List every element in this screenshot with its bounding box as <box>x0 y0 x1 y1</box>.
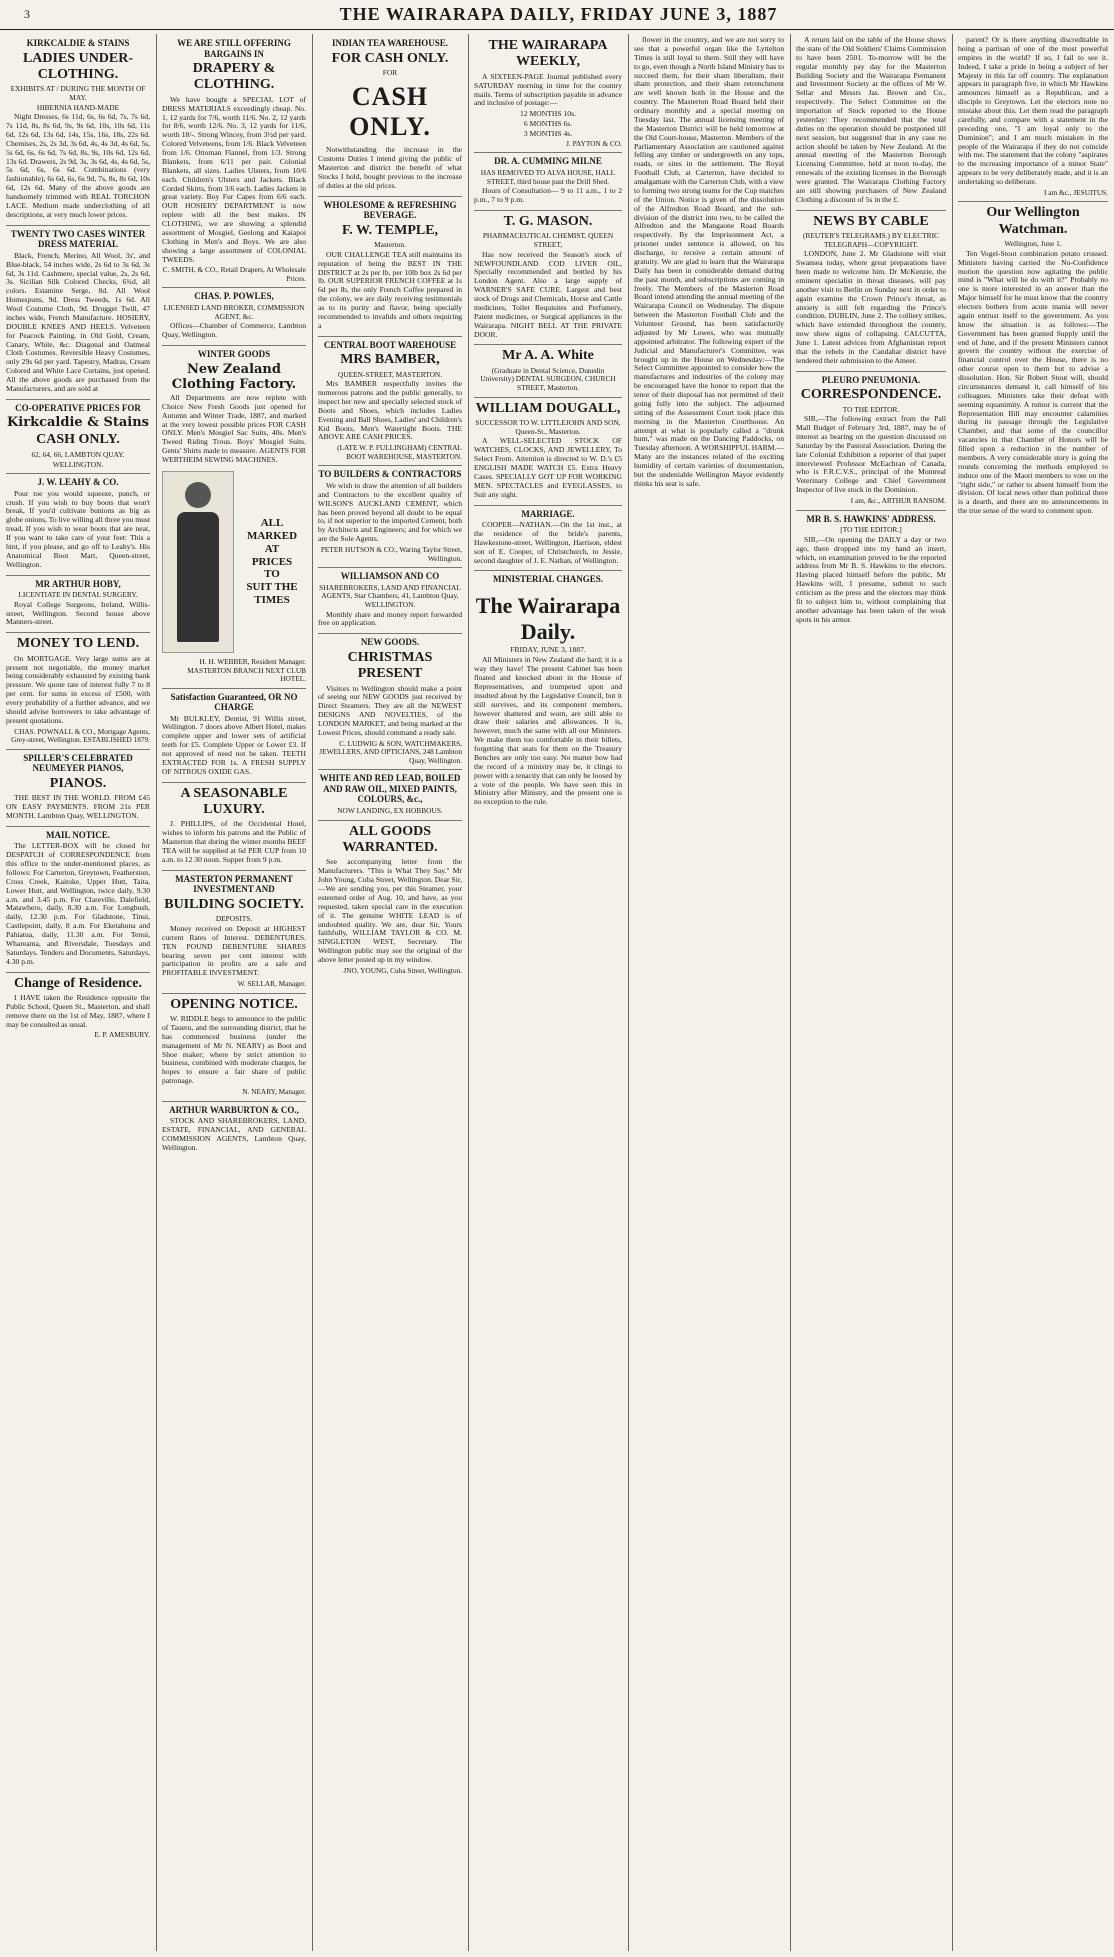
gentleman-illustration <box>162 471 234 653</box>
body-text: Money received on Deposit at HIGHEST current Rates of Interest. DEBENTURES. TEN POUND DEBENTURE SHARES bearing seven per cent interest with participation in profits are a safe and PROFITABLE INVESTMENT. <box>162 923 306 978</box>
advertisement <box>162 997 306 1102</box>
subscription-line: 3 MONTHS 4s. <box>523 129 573 138</box>
block-heading: MR B. S. HAWKINS' ADDRESS. <box>806 513 936 524</box>
signature: W. SELLAR, Manager. <box>237 979 306 989</box>
sub-heading: DEPOSITS. <box>215 914 253 924</box>
side-slogan: AT <box>264 542 280 555</box>
signature: (LATE W. P. FULLINGHAM) CENTRAL BOOT WAREHOUSE, MASTERTON. <box>337 443 462 461</box>
signature: CHAS. POWNALL & CO., Mortgage Agents, Grey-street, Wellington. ESTABLISHED 1879. <box>11 726 150 745</box>
sub-heading: QUEEN-STREET, MASTERTON. <box>337 369 443 379</box>
sub-heading: LICENSED LAND BROKER, COMMISSION AGENT, &c. <box>163 302 305 321</box>
advertisement <box>318 637 462 770</box>
advertisement <box>6 38 150 226</box>
advertisement <box>474 348 622 397</box>
body-text: LONDON, June 2. Mr Gladstone will visit Swansea today, where great preparations have been made to welcome him. Dr McKenzie, the eminent specialist in throat diseases, will pay another visit to Berlin on Sunday next in order to again examine the Crown Prince's throat, as anxiety is still felt regarding the Prince's condition. DUBLIN, June 2. The colliery strikes, which have extended throughout the country, now show signs of collapsing. CALCUTTA, June 1. Latest advices from Afghanistan report that the rebels in the Candahar district have tendered their submission to the Ameer. <box>796 249 946 365</box>
body-text: All Departments are now replete with Choice New Fresh Goods just opened for Autumn and Winter Trade, 1887, and marked at the very lowest possible prices FOR CASH ONLY. Men's Mosgiel Sac Suits, 40s. Men's Tweed Riding Trous. Boys' Mosgiel Suits. Gents' Shirts made to measure. AGENTS FOR WERTHEIM SEWING MACHINES. <box>162 392 306 465</box>
sub-heading: Wellington, June 1. <box>1004 239 1062 249</box>
sub-heading: WELLINGTON. <box>52 459 104 469</box>
article <box>796 514 946 630</box>
advertisement <box>162 291 306 346</box>
body-text: A return laid on the table of the House shows the state of the Old Soldiers' Claims Commission to have been 2501. To-morrow will be the regular monthly pay day for the Masterton Building Society and the Wairarapa Permanent and Investment Society at the offices of Mr W. Sellar and Messrs Jas. Brown and Co., respectively. The Select Committee on the importation of Stock reported to the House yesterday: They recommended that the total duties on the operation should be postponed till next session, but suggested that in any case no action should be taken by New Zealand. At the annual meeting of the Masterton Borough Licensing Committee, held at noon to-day, the renewals of the existing licenses in the Borough were granted. The Wairarapa Clothing Factory are still showing purchasers of New Zealand Clothing a discount of 5s in the £. <box>796 35 946 204</box>
sub-heading: LICENTIATE IN DENTAL SURGERY. <box>18 590 138 600</box>
advertisement <box>474 401 622 506</box>
column-1 <box>2 34 154 1951</box>
advertisement <box>318 200 462 337</box>
side-slogan: PRICES <box>251 555 293 568</box>
display-heading: CORRESPONDENCE. <box>800 387 942 403</box>
body-text: See accompanying letter from the Manufacturers. "This is What They Say." Mr John Young, Cuba Street, Wellington. Dear Sir,—We are sending you, per this Steamer, your esteemed order of Aug. 10, and have, as you requested, taken special care in the execution of it. The genuine WHITE LEAD is of undoubted quality. We are, dear Sir, Yours faithfully, WILLIAM TAYLOR & CO. M. SINGLETON WEST, Secretary. The Wellington public may see the original of the above letter posted up in my window. <box>318 857 462 965</box>
block-heading: TWENTY TWO CASES WINTER DRESS MATERIAL <box>10 228 146 250</box>
block-heading: MAIL NOTICE. <box>45 829 110 840</box>
article <box>958 36 1108 202</box>
sub-heading: HAS REMOVED TO ALVA HOUSE, HALL STREET, third house past the Drill Shed. <box>480 167 616 186</box>
advertisement <box>162 1105 306 1158</box>
display-heading: NEWS BY CABLE <box>813 213 929 229</box>
body-text: THE BEST IN THE WORLD. FROM £45 ON EASY PAYMENTS. FROM 21s PER MONTH. Lambton Quay, WELLINGTON. <box>6 793 150 820</box>
column-3 <box>314 34 466 1951</box>
block-heading: MASTERTON PERMANENT INVESTMENT AND <box>175 873 293 895</box>
column-4 <box>470 34 626 1951</box>
display-banner: CASH ONLY. <box>349 81 431 141</box>
advertisement <box>474 156 622 211</box>
body-text: SIR,—The following extract from the Pall Mall Budget of February 3rd, 1887, may be of interest as bearing on the question discussed on Saturday by the Pastoral Association. During the late Colonial Exhibition a reporter of that paper interviewed Professor McEachran of Canada, who is F.R.C.V.S., principal of the Montreal Veterinary College and Chief Government Inspector of live stock in the Dominion. <box>796 414 946 495</box>
side-slogan: ALL <box>260 516 284 529</box>
clothing-ad-figure-row <box>162 467 306 657</box>
block-heading: DR. A. CUMMING MILNE <box>494 156 602 167</box>
block-heading: NEW GOODS. <box>360 637 420 648</box>
advertisement <box>6 403 150 474</box>
display-heading: THE WAIRARAPA WEEKLY, <box>488 38 608 70</box>
body-text: Notwithstanding the increase in the Customs Duties I intend giving the public of Masterton and district the benefit of what Stocks I hold, bought previous to the increase of duties at the old prices. <box>318 145 462 190</box>
body-text: Visitors to Wellington should make a point of seeing our NEW GOODS just received by Direct Steamers. They are all the NEWEST DESIGNS AND NOVELTIES, of the LONDON MARKET, and being marked at the Lowest Prices, should command a ready sale. <box>318 683 462 737</box>
body-text: Hours of Consultation— 9 to 11 a.m., 1 to 2 p.m., 7 to 9 p.m. <box>474 186 622 205</box>
article <box>634 36 784 494</box>
sub-heading: [TO THE EDITOR.] <box>840 525 902 535</box>
masthead <box>0 0 1114 30</box>
newspaper-title: THE WAIRARAPA DAILY, FRIDAY JUNE 3, 1887 <box>339 4 778 24</box>
display-heading: WILLIAM DOUGALL, <box>475 400 621 416</box>
sub-heading: SUCCESSOR TO W. LITTLEJOHN AND SON, Queen-St., Masterton. <box>475 418 621 436</box>
block-heading: J. W. LEAHY & CO. <box>37 477 119 488</box>
signature: C. LUDWIG & SON, WATCHMAKERS, JEWELLERS, AND OPTICIANS, 248 Lambton Quay, Wellington. <box>319 738 462 765</box>
page-number: 3 <box>24 7 30 21</box>
column-7 <box>954 34 1112 1951</box>
newspaper-masthead: The Wairarapa Daily. <box>475 592 621 644</box>
gothic-heading: New Zealand Clothing Factory. <box>171 361 297 392</box>
body-text: SIR,—On opening the DAILY a day or two ago, there dropped into my hand an insert, which, on examination proved to be the reported address from Mr B. S. Hawkins to the electors. Having placed himself before the public, Mr Hawkins will, I presume, submit to such criticism as the press and the electors may think fit to subject him to, without complaining that another advantage has been taken of the weak spots in his armor. <box>796 534 946 624</box>
body-text: Pour toe you would squeeze, punch, or crush. If you wish to buy boots that won't break, If you'd cultivate bunions as big as globe onions, To live willing all three you must tread, If you wish to wear boots that are neat, If you want to take care of your feet: This a hint, if you please, and go off to Leahy's. His Anatomical Boot Mart, Queen-street, Wellington. <box>6 488 150 569</box>
block-heading: WHOLESOME & REFRESHING BEVERAGE. <box>323 199 457 221</box>
signature: E. P. AMESBURY. <box>94 1030 150 1040</box>
advertisement <box>6 976 150 1044</box>
body-text: We wish to draw the attention of all builders and Contractors to the excellent quality of WILSON'S AUCKLAND CEMENT, which has been proved beyond all doubt to be equal to, if not superior to the imported Cement, both by Architects and Engineers; and for which we are the Sole Agents. <box>318 480 462 544</box>
display-heading: DRAPERY & CLOTHING. <box>192 61 276 93</box>
block-heading: WHITE AND RED LEAD, BOILED AND RAW OIL, MIXED PAINTS, COLOURS, &c., <box>319 773 461 805</box>
column-rule <box>468 34 469 1951</box>
side-slogan: TIMES <box>254 594 290 607</box>
advertisement <box>318 38 462 197</box>
body-text: W. RIDDLE begs to announce to the public of Taueru, and the surrounding district, that he has commenced business (under the management of Mr N. NEARY) as Boot and Shoe maker; where by strict attention to business, combined with moderate charges, he hopes to ensure a fair share of public patronage. <box>162 1014 306 1086</box>
advertisement <box>162 786 306 871</box>
sub-heading: 62, 64, 66, LAMBTON QUAY. <box>31 449 125 459</box>
page-number-right <box>1087 7 1090 22</box>
signature: C. SMITH, & CO., Retail Drapers, At Wholesale Prices. <box>162 265 306 283</box>
advertisement <box>162 349 306 689</box>
block-heading: MR ARTHUR HOBY, <box>35 578 121 589</box>
body-text: parent? Or is there anything discreditable in being a partisan of one of the most powerful empires in the world? If so, I fail to see it. Indeed, I take a pride in being a subject of her Majesty in this far off country. The explanation appears in paragraph five, in which Mr Hawkins announces himself as a Republican, and a disciple to Greytown. Let the electors note no mistake about this. Let them read the paragraph carefully, and compare with a statement in the preceding one, "I am loyal only to the Dominion"; and I am much mistaken in the people of the Wairarapa if they do not coincide with me. The statement that the colony "aspirates to the increasing importance of a minor State" appears to be very deliberately made, and it is an undertaking so deliberate. <box>958 35 1108 186</box>
block-heading: WILLIAMSON AND CO <box>340 571 440 582</box>
block-heading: MINISTERIAL CHANGES. <box>492 574 604 585</box>
sub-heading: (REUTER'S TELEGRAMS.) BY ELECTRIC TELEGRAPH—COPYRIGHT. <box>802 231 939 249</box>
side-slogan: TO <box>264 568 280 581</box>
article <box>796 36 946 211</box>
body-text: All Ministers in New Zealand die hard; it is a way they have! The present Cabinet has been floated and knocked about in the House of Representatives, and trumpeted upon and insulted about by the Legislative Council, but it still survives, and its component members, however shattered and worn, are still able to draw their salaries and allowances. It is, however, much the same with all our Ministers. We make them too comfortable in their billets, forgetting that seats for them on the Treasury Benches are only too easy. No matter how bad the record of a ministry may be, it clings to power with a tenacity that can only be loosed by a vote of the people. We have seen this in Ministry after Ministry, and the present one is no exception to the rule. <box>474 655 622 807</box>
advertisement <box>6 477 150 575</box>
display-heading: F. W. TEMPLE, <box>341 222 439 238</box>
advertisement <box>318 773 462 820</box>
advertisement <box>162 874 306 994</box>
sub-heading: HIBERNIA HAND-MADE <box>36 102 120 112</box>
block-heading: ARTHUR WARBURTON & CO., <box>169 1104 299 1115</box>
advertisement <box>6 229 150 400</box>
body-text: Has now received the Season's stock of NEWFOUNDLAND COD LIVER OIL, Specially recommended and bottled by his London Agent. Also a large supply of WARNER'S SAFE CURE. Largest and best stock of Drugs and Chemicals, Horse and Cattle medicines, Toilet Requisites and Perfumery, Patent medicines, or Surgical appliances in the Wairarapa. NIGHT BELL AT THE PRIVATE DOOR. <box>474 249 622 339</box>
body-text: OUR CHALLENGE TEA still maintains its reputation of being the BEST IN THE DISTRICT at 2s per lb, per 10lb box 2s 6d per lb. OUR SUPERIOR FRENCH COFFEE at 1s 6d per lb, the only French Coffee prepared in the colony, we are daily receiving testimonials as to its purity and flavor, being specially recommended to invalids and others requiring a <box>318 249 462 330</box>
display-heading: A SEASONABLE LUXURY. <box>180 785 288 818</box>
display-heading: Mr A. A. White <box>502 348 594 364</box>
body-text: Black, French, Merino, All Wool, 3s', and Blue-black, 54 inches wide, 2s 6d to 3s 6d, 3s 6d, 3s 11d. Cashmere, special value, 2s, 2s 6d, 3s. Sicilian Silk Colored Checks, 6¾d, all colors. Estamine Serge, 8d. All Wool Homespuns, 9d. Dress Tweeds, 1s 6d. All Wool Costume Cloth, 9d. Drugget Twill, 47 inches wide, French Manufacture. HOSIERY, DOUBLE KNEES AND HEELS. Velveteen for Peacock Painting, in Old Gold, Cream, Canary, White, &c. Diagonal and Oatmeal Cloth Costumes. Reversible Heavy Costumes, only 29s 6d per yard. Tapestry, Madras, Cream Colored and White Lace Curtains, just opened. All the above goods are purchased from the Manufacturers, and are sold at <box>6 250 150 393</box>
body-text: Ten Vogel-Stout combination potato crossed. Ministers having carried the No-Confidence motion the question now agitating the public mind is "What will he do with it?" Probably no one is more interested in an answer than the Major himself for he must know that the country electors bothers from acute mania will never again entrust itself to the government. As you know the situation is as follows:—The Government has been granted Supply until the end of June, and if the present Ministers cannot govern the country without the exercise of financial control over the House, there is no other course open to them but to advise a dissolution. Hon. Sir Robert Stout will, should circumstances demand it, call himself of his colleagues. Ministers take their defeat with seeming equanimity. A rumor is current that the Representation Bill may encounter calamities during its passage through the Legislative Chamber, and that some of the councillor vacancies in that Chamber of Honors will be filled upon a reduction in the number of members. A very considerable story is going the rounds concerning the methods employed to induce one of the Maori members to vote on the "right side," or rather to absent himself from the division. Of local news other than political there is a dearth, and there are no announcements in the true sense of the word to comment upon. <box>958 248 1108 516</box>
display-heading: MRS BAMBER, <box>340 352 440 368</box>
column-6 <box>792 34 950 1951</box>
signature: JNO. YOUNG, Cuba Street, Wellington. <box>343 965 462 975</box>
signature: I am, &c., ARTHUR RANSOM. <box>850 496 946 506</box>
advertisement <box>474 214 622 345</box>
signature: I am &c., JESUITUS. <box>1043 187 1108 197</box>
display-heading: PIANOS. <box>49 775 107 791</box>
block-heading: CO-OPERATIVE PRICES FOR <box>15 402 141 413</box>
body-text: Royal College Surgeons, Ireland, Willis-street, Wellington. Second house above Manners-street. <box>6 599 150 627</box>
block-heading: MARRIAGE. <box>521 508 575 519</box>
side-slogan: MARKED <box>246 529 298 542</box>
sub-heading: (Graduate in Dental Science, Dunedin University) DENTAL SURGEON, CHURCH STREET, Masterton. <box>480 365 616 393</box>
display-heading: T. G. MASON. <box>503 213 593 229</box>
column-rule <box>156 34 157 1951</box>
side-slogan: SUIT THE <box>246 581 298 594</box>
body-text: On MORTGAGE. Very large sums are at present not negotiable, the money market being considerably exhausted by existing bank pressure. We quote rate of interest fully 7 to 8 per cent. for sums in excess of £500, with every probability of a further advance, and we should advise borrowers to take advantage of present quotations. <box>6 653 150 725</box>
body-text: Night Dresses, 6s 11d, 6s, 6s 6d, 7s, 7s 6d, 7s 11d, 8s, 8s 6d, 9s, 9s 6d, 10s, 10s 6d, 11s 6d, 12s 6d, 13s 6d, 14s, 15s, 16s, 18s, 22s 6d. Chemises, 2s, 2s 3d, 3s 6d, 4s, 4s 3d, 4s 6d, 5s, 5s 6d, 6s, 6s 6d, 7s 6d, 8s, 9s, 10s 6d, 12s 6d, 13s 6d. Drawers, 2s 9d, 3s, 3s 6d, 4s, 4s 6d, 5s, 5s 6d, 6s, 6s 6d. Combinations (very fashionable), 6s 6d, 6s, 6s 9d, 7s, 8s, 8s 6d, 10s 6d, 12s 6d. Many of the above goods are handsomely trimmed with REAL TORCHON LACE. Medium made underclothing of all descriptions, at very much lower prices. <box>6 112 150 219</box>
advertisement <box>6 579 150 634</box>
advertisement <box>474 38 622 153</box>
block-heading: CHAS. P. POWLES, <box>194 291 274 302</box>
column-rule <box>790 34 791 1951</box>
body-text: I HAVE taken the Residence opposite the Public School, Queen St., Masterton, and shall remove there on the 1st of May, 1887, where I may be consulted as usual. <box>6 992 150 1029</box>
article <box>958 205 1108 521</box>
body-text: We have bought a SPECIAL LOT of DRESS MATERIALS exceedingly cheap. No. 1, 12 yards for 7/6, worth 11/6. No. 2, 12 yards for 8/6, worth 12/6. No. 3, 12 yards for 11/6, worth 18/-. Strong Wincey, from 3½d per yard. Colored Velveteens, from 1/6. Black Velveteen from 1/6. Ottoman Flannel, from 1/3. Strong Blankets, from 6/11 per pair. Colonial Blankets, all sizes. Ladies Ulsters, from 10/6 each. Children's Ulsters and Jackets. Black Corded Skirts, from 3/6 each. Ladies Jackets in great variety. Boy Fur Capes from 6/6 each. OUR HOSIERY DEPARTMENT is now replete with all the best makes. IN CLOTHING, we are showing a splendid assortment of Mosgiel, Geelong and Kaiapoi Clothing in Men's and Boys. We are also showing a large assortment of COLONIAL TWEEDS. <box>162 94 306 264</box>
signature: N. NEARY, Manager. <box>242 1087 306 1097</box>
signature: PETER HUTSON & CO., Waring Taylor Street, Wellington. <box>320 545 462 563</box>
display-heading: Change of Residence. <box>14 975 142 991</box>
body-text: Monthly share and money report forwarded free on application. <box>318 609 462 628</box>
display-heading: LADIES UNDER-CLOTHING. <box>22 50 134 82</box>
sub-heading: NOW LANDING, EX HOBBOUS. <box>337 806 443 815</box>
column-rule <box>312 34 313 1951</box>
article <box>796 214 946 372</box>
block-heading: PLEURO PNEUMONIA. <box>821 374 921 385</box>
block-heading: Satisfaction Guaranteed, OR NO CHARGE <box>170 691 298 713</box>
advertisement <box>318 571 462 634</box>
display-heading: FOR CASH ONLY. <box>331 50 449 66</box>
advertisement <box>162 38 306 288</box>
subscription-line: 12 MONTHS 10s. <box>520 109 576 119</box>
block-heading: SPILLER'S CELEBRATED NEUMEYER PIANOS, <box>23 752 133 774</box>
advertisement <box>474 509 622 572</box>
column-5 <box>630 34 788 1951</box>
body-text: The LETTER-BOX will be closed for DESPATCH of CORRESPONDENCE from this office to the under-mentioned places, as follows: For Carterton, Greytown, Featherston, Cross Creek, Kaitoke, Upper Hutt, Taita, Lower Hutt, and Wellington, twice daily, 9.30 a.m. and 3.45 p.m. For Clareville, Dalefield, Matawhero, daily, 8.30 a.m. For Longbush, daily, 12.30 p.m. For Gladstone, Tinui, Castlepoint, daily, 8 a.m. For Eketahuna and Pahiatua, daily, 11.30 a.m. For Tenui, Whareama, and Riversdale, Tuesdays and Saturdays. Tenders and Documents, Saturdays, 4.30 p.m. <box>6 841 150 966</box>
sub-heading: SHAREBROKERS, LAND AND FINANCIAL AGENTS, Star Chambers, 41, Lambton Quay, WELLINGTON. <box>319 582 461 609</box>
sub-heading: Masterton. <box>374 240 406 250</box>
sub-heading: FOR <box>382 67 398 77</box>
sub-heading: TO THE EDITOR. <box>842 404 900 414</box>
body-text: J. PHILLIPS, of the Occidental Hotel, wishes to inform his patrons and the Public of Masterton that during the winter months BEEF TEA will be supplied at 6d PER CUP from 10 a.m. to 12 30 noon. Supper from 9 p.m. <box>162 819 306 864</box>
display-heading: Our Wellington Watchman. <box>986 205 1080 237</box>
article <box>796 375 946 511</box>
advertisement <box>318 824 462 980</box>
column-rule <box>628 34 629 1951</box>
advertisement <box>6 830 150 973</box>
gothic-heading: Kirkcaldie & Stains <box>7 415 149 431</box>
block-heading: WE ARE STILL OFFERING BARGAINS IN <box>177 38 291 59</box>
body-text: flower in the country, and we are not sorry to see that a powerful organ like the Lyttelton Times is still loyal to them. Still they will have to go, even though a North Island Ministry has to succeed them, for their sham liberalism, their sham protection, and their sham retrenchment are well known both in the House and the country. The Masterton Road Board held their ordinary monthly and a special meeting on Tuesday last. The annual licensing meeting of the Masterton District will be held tomorrow at the Old Court-house, Masterton. Members of the Parliamentary Association are cautioned against felling any timber or undergrowth on any tops, roads, or sites in the settlement. The Royal Football Club, at Carterton, have decided to amalgamate with the Carterton Club, with a view to forming two strong teams for the Cup matches of the Union. Notice is given of the dissolution of the Alfredton Road Board, and the sub-division of the district into two, to be called the Alfredton and the Mangaone Road Boards respectively. By the Imprisonment Act, a prisoner under sentence is allowed, on his discharge, to receive a certain amount of gratuity. We are glad to learn that the Wairarapa Daily has been in considerable demand during the past month, and subscriptions are coming in freely. The Members of the Masterton Road Board intend attending the annual meeting of the Wairarapa Council on Wednesday. The dispute between the Masterton Football Club and the Volunteer Ground, has been satisfactorily adjusted by Mr Lowes, who was mutually appointed arbitrator. The following expert of the Judicial and Manufacturer's Committee, was brought up in the House on Wednesday:—The Select Committee appointed to consider how the manufactures and industries of the colony may be encouraged have the honor to report that the tenor of their disposal has not permitted of their going fully into the subject. The adjourned sitting of the Assessment Court took place this morning in the Masterton Courthouse. An attempt at what is popularly called a "drunk hunt," was made on the Dancing Paddocks, on Tuesday afternoon. A WORSHIPFUL HARM.—Many are the instances related of the exciting humidity of certain varieties of documentation, but the undeniable Wellington Mayor evidently thinks his seat is safe. <box>634 35 784 488</box>
dateline: FRIDAY, JUNE 3, 1887. <box>510 645 586 655</box>
body-text: Mr BULKLEY, Dentist, 91 Willis street, Wellington. 7 doors above Albert Hotel, makes complete upper and lower sets of artificial teeth for £5. Complete Upper or Lower £3. If not approved of need not be taken. TEETH EXTRACTED FOR 1s. A FRESH SUPPLY OF NITROUS OXIDE GAS. <box>162 713 306 776</box>
block-heading: TO BUILDERS & CONTRACTORS <box>318 469 462 480</box>
display-heading: OPENING NOTICE. <box>170 996 298 1012</box>
body-text: Mrs BAMBER respectfully invites the numerous patrons and the public generally, to inspect her new and specially selected stock of Boots and Shoes, which includes Ladies Evening and Ball Shoes, Ladies' and Children's Kid Boots, Men's Watertight Boots. THE ABOVE ARE CASH PRICES. <box>318 379 462 442</box>
body-text: A WELL-SELECTED STOCK OF WATCHES, CLOCKS, AND JEWELLERY, To Select From. Attention is directed to W. D.'s £5 ENGLISH MADE WATCH £5. Extra Heavy Cases. SPECIALLY GOT UP FOR WORKING MEN. SPECTACLES and EYEGLASSES, to Suit any sight. <box>474 436 622 499</box>
body-text: A SIXTEEN-PAGE Journal published every SATURDAY morning in time for the country mails. Terms of subscription payable in advance and inclusive of postage:— <box>474 71 622 108</box>
editorial <box>474 574 622 812</box>
display-heading: CASH ONLY. <box>36 432 120 448</box>
block-heading: CENTRAL BOOT WAREHOUSE <box>323 339 457 350</box>
signature: J. PAYTON & CO. <box>566 138 622 148</box>
display-heading: MONEY TO LEND. <box>16 636 140 652</box>
display-heading: BUILDING SOCIETY. <box>164 896 304 912</box>
block-heading: KIRKCALDIE & STAINS <box>26 38 130 48</box>
display-heading: ALL GOODS WARRANTED. <box>342 823 438 856</box>
advertisement <box>318 340 462 467</box>
sub-heading: EXHIBITS AT / DURING THE MONTH OF MAY. <box>10 84 146 102</box>
sub-heading: PHARMACEUTICAL CHEMIST, QUEEN STREET, <box>482 231 614 250</box>
advertisement <box>6 753 150 827</box>
advertisement <box>162 692 306 783</box>
column-2 <box>158 34 310 1951</box>
block-heading: WINTER GOODS <box>197 349 271 360</box>
signature: H. H. WEBBER, Resident Manager. MASTERTON BRANCH NEXT CLUB HOTEL. <box>187 656 306 684</box>
body-text: Offices—Chamber of Commerce, Lambton Quay, Wellington. <box>162 321 306 340</box>
display-heading: CHRISTMAS PRESENT <box>347 649 433 682</box>
subscription-line: 6 MONTHS 6s. <box>523 119 573 129</box>
body-text: COOPER—NATHAN.—On the 1st inst., at the residence of the bride's parents, Hawkestone-street, Wellington, Harrison, eldest son of E. Cooper, of Christchurch, to Jessie, second daughter of J. E. Nathan, of Wellington. <box>474 520 622 565</box>
block-heading: INDIAN TEA WAREHOUSE. <box>332 38 448 48</box>
advertisement <box>6 636 150 749</box>
column-rule <box>952 34 953 1951</box>
advertisement <box>318 469 462 568</box>
body-text: STOCK AND SHAREBROKERS, LAND, ESTATE, FINANCIAL, AND GENERAL COMMISSION AGENTS, Lambton Quay, Wellington. <box>162 1116 306 1152</box>
